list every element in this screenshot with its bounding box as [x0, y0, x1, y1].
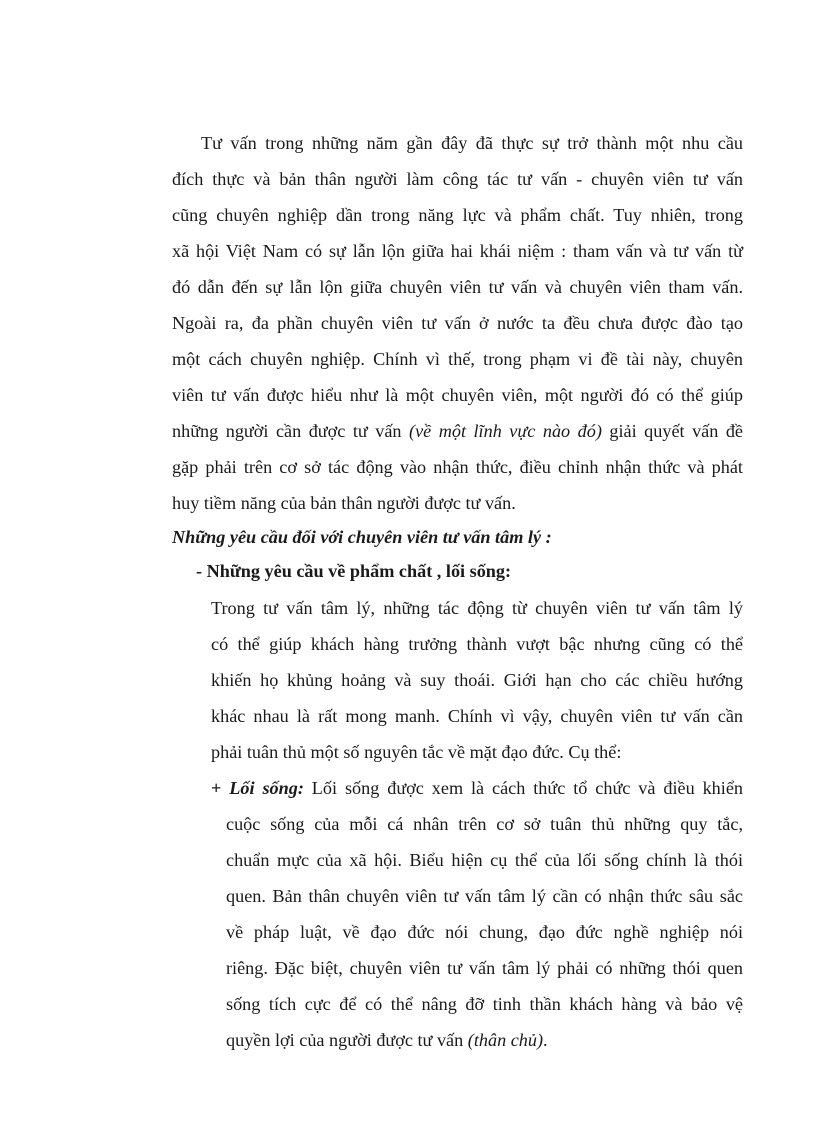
intro-line-9	[172, 419, 743, 443]
intro-line-9-after: giải quyết vấn đề	[601, 421, 744, 441]
lifestyle-line-5: về pháp luật, về đạo đức nói chung, đạo đức nghề nghiệp nói	[226, 922, 743, 942]
section-heading: Những yêu cầu đối với chuyên viên tư vấn tâm lý :	[172, 527, 552, 547]
lifestyle-line-3: chuẩn mực của xã hội. Biểu hiện cụ thể của lối sống chính là thói	[226, 850, 743, 870]
lifestyle-last-before: quyền lợi của người được tư vấn	[226, 1030, 468, 1050]
intro-line-7: một cách chuyên nghiệp. Chính vì thế, trong phạm vi đề tài này, chuyên	[172, 349, 743, 369]
lifestyle-line-6: riêng. Đặc biệt, chuyên viên tư vấn tâm lý phải có những thói quen	[226, 958, 743, 978]
lifestyle-first-rest: Lối sống được xem là cách thức tổ chức và điều khiển	[303, 778, 743, 798]
intro-line-1: Tư vấn trong những năm gần đây đã thực sự trở thành một nhu cầu	[201, 133, 743, 153]
intro-line-3: cũng chuyên nghiệp dần trong năng lực và phẩm chất. Tuy nhiên, trong	[172, 205, 743, 225]
ethics-line-1: Trong tư vấn tâm lý, những tác động từ chuyên viên tư vấn tâm lý	[211, 598, 743, 618]
lifestyle-line-7: sống tích cực để có thể nâng đỡ tinh thần khách hàng và bảo vệ	[226, 994, 743, 1014]
lifestyle-last-after: .	[543, 1030, 548, 1050]
lifestyle-marker: +	[211, 778, 230, 798]
lifestyle-line-1	[211, 776, 743, 800]
ethics-line-5: phải tuân thủ một số nguyên tắc về mặt đạo đức. Cụ thể:	[211, 742, 622, 762]
lifestyle-line-8	[226, 1028, 548, 1052]
intro-line-5: đó dẫn đến sự lẫn lộn giữa chuyên viên tư vấn và chuyên viên tham vấn.	[172, 277, 743, 297]
lifestyle-term: Lối sống:	[229, 778, 304, 798]
lifestyle-line-4: quen. Bản thân chuyên viên tư vấn tâm lý cần có nhận thức sâu sắc	[226, 886, 743, 906]
intro-line-2: đích thực và bản thân người làm công tác tư vấn - chuyên viên tư vấn	[172, 169, 743, 189]
intro-line-9-before: những người cần được tư vấn	[172, 421, 410, 441]
intro-line-10: gặp phải trên cơ sở tác động vào nhận thức, điều chỉnh nhận thức và phát	[172, 457, 743, 477]
ethics-line-4: khác nhau là rất mong manh. Chính vì vậy, chuyên viên tư vấn cần	[211, 706, 743, 726]
subheading: - Những yêu cầu về phẩm chất , lối sống:	[196, 561, 512, 581]
ethics-line-2: có thể giúp khách hàng trưởng thành vượt bậc nhưng cũng có thể	[211, 634, 743, 654]
intro-line-4: xã hội Việt Nam có sự lẫn lộn giữa hai khái niệm : tham vấn và tư vấn từ	[172, 241, 743, 261]
intro-line-11: huy tiềm năng của bản thân người được tư vấn.	[172, 493, 516, 513]
lifestyle-last-italic: (thân chủ)	[467, 1030, 544, 1050]
ethics-line-3: khiến họ khủng hoảng và suy thoái. Giới hạn cho các chiều hướng	[211, 670, 743, 690]
intro-line-8: viên tư vấn được hiểu như là một chuyên viên, một người đó có thể giúp	[172, 385, 743, 405]
intro-line-6: Ngoài ra, đa phần chuyên viên tư vấn ở nước ta đều chưa được đào tạo	[172, 313, 743, 333]
intro-line-9-italic: (về một lĩnh vực nào đó)	[409, 421, 602, 441]
lifestyle-line-2: cuộc sống của mỗi cá nhân trên cơ sở tuân thủ những quy tắc,	[226, 814, 743, 834]
